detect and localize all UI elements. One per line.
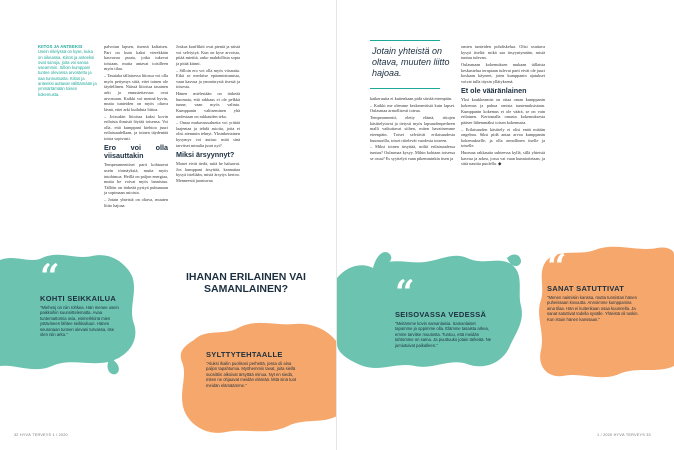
paragraph: – Tasataka tällaisessa liitossa voi olla myös pettymys siitä, ettei toinen ole täydellinen. Näissä liitoissa tasainen arki ja ennustettavuus ovat arvossaan. Kaikki voi mennä hyvin, mutta tunteiden on myös oltava läsnä, ettei arki kuihduta liittoa. xyxy=(104,73,168,112)
quote-mark-icon: “ xyxy=(395,273,415,313)
paragraph: Oulasmaan kokemuksen mukaan tällaista keskustelua terapiaan tulevat parit eivät ole juuri koskaan käyneet, joten kumppanin ajatukset voivat tulla täysin yllätyksenä. xyxy=(461,61,545,84)
quote-text: "Miehenj on niin rohkea. Hän menee usein paikkoihin suunnittelematta. Avaa tuntemattomia ovia, esimerkkinä mies ystävineen lähtee seikkailuun. Hänen seuranaan tunnen olevani turvassa, itse olen niin arka." xyxy=(40,305,119,338)
article-column-2 xyxy=(176,44,240,185)
paragraph: katkeruutta ei kuitenkaan pidä siirtää eteenpäin. xyxy=(370,96,453,101)
pullquote-rule-top xyxy=(370,40,440,41)
paragraph: – Miksi toinen ärsyttää, miltä erilaisuudessa tuntuu? Oulasmaa kysyy. Mihin kohtaan toisessa se osuu? Es syyttelyä vaan pikemminkin itsen ja xyxy=(370,144,455,161)
paragraph: Joskus konfliktit ovat pieniä ja niistä voi selviytyä. Kun on kyse arvoista, pitää miettiä, onko mahdollista sopia ja pitää kiinni. xyxy=(176,44,240,66)
paragraph: – Jotain yhteistä on oltava, muuten liitto hajoaa. xyxy=(104,197,168,208)
quote-mark-icon: “ xyxy=(40,257,60,297)
quote-title: SYLTTYTEHTAALLE xyxy=(206,350,283,359)
paragraph: omien tunteiden pohdiskelua. Olisi osattava kysyä itseltä: mikä saa ärsyyntymään, mistä tuntuu tulevan. xyxy=(461,44,545,61)
subheading: Et ole vääränlainen xyxy=(461,86,527,96)
paragraph: Huomaa rakkautta suhteessa kyllä, sillä yhteistä kasvua ja arkea, jossa vai vaan kunnioitetaan, ja siitä nauttia puolella. ◆ xyxy=(461,150,545,167)
paragraph: Yksi koukkeamist on ottaa oman kumppanin kokemus ja puhua omista tuntemuksistaan. Kumppanin kokemus ei ole väärä, se on vain erilainen. Kertomalla omasta kokemuksesta pääsee lähemmäksi toisen kokemusta. xyxy=(461,97,545,125)
headline: IHANAN ERILAINEN VAI SAMANLAINEN? xyxy=(186,271,306,295)
paragraph: – Omaa mukavuusaluetta voi yrittää laajentaa ja tehdä asioita, joita ei olisi aiemmin tehnyt. Yksinkertainen kysymys voi auttaa: mitä sinä tarvitset minulta juuri nyt? xyxy=(176,120,240,148)
page-footer-left: 32 HYVÄ TERVEYS 1 / 2020 xyxy=(14,433,68,437)
pullquote-rule-bottom xyxy=(370,88,440,89)
sidebar-text: Usein riitelyssä on kyse, kuka on oikeassa. Kiitos ja anteeksi ovat sanoja, joita voi sanoa useammin. Silloin kumppani tuntee olevansa arvostettu ja saa tunnustusta. Kiitos ja anteeksi auttavat välittämään ja ymmärtämään toisen kokemusta. xyxy=(38,49,97,97)
paragraph: – Erilaisuuden käsittely ei olisi enää mitään ongelma. Siksi pidä antaa arvoa kumppanin kokemukselle, ja olla armollinen itselle ja toiselle. xyxy=(461,126,545,149)
quote-title: KOHTI SEIKKAILUA xyxy=(40,294,117,303)
paragraph: Monet eivät tiedä, mitä he haluavat. Jos kumppani ärsyttää, kannattaa kysyä itseltään, mistä ärsytys kertoo. Menneestä juontuvaa xyxy=(176,161,240,184)
quote-text: "Meitämme kovin samanlaisia. Samanlaiset tapamme ja oppimme olla. Elämme tasaista arkea, emme tarvitse muutosta. Tuntuu, että meidän tahtomme on sama. Ja puuttuuko jotain tärkeää. Ne jumiutuivat paikalleen." xyxy=(395,321,492,348)
quote-mark-icon: “ xyxy=(547,247,567,287)
pull-quote: Jotain yhteistä on oltava, muuten liitto hajoaa. xyxy=(372,46,450,78)
sidebar-box xyxy=(38,44,98,97)
article-column-4 xyxy=(461,44,545,168)
article-column-3 xyxy=(370,96,455,162)
paragraph: Temperamenttiset parit kohtaavat usein törmäyksiä, mutta myös intohimoa. Heillä on paljon energiaa, mutta he voivat myös lannistua. Tällöin on tärkeää pystyä puhumaan ja sopimaan asioista. xyxy=(104,162,168,196)
paragraph: – Silloin ero voi olla myös viisautta. Eikä se merkitse epäonnistumista, vaan kasvua ja ymmärrystä itsestä ja toisesta. xyxy=(176,67,240,90)
paragraph: Hänen mielestään on tärkeää huomata, että rakkaus ei ole pelkkä tunne, vaan myös valinta. Kumppanin valitseminen yhä uudestaan on rakkauden teko. xyxy=(176,91,240,119)
quote-text: "Menen naimisiin kanssa, mutta tunnistan hänen puheissaan kovuutta. Annoimme kumppanina aina tilaa. Hän ei kuitenkaan osaa kuunnella. Ja sanat satuttivat todella syvälle. Yhteistä oli tuskin. Kun istuin hänen kanssaan." xyxy=(547,295,639,322)
right-page xyxy=(337,0,674,450)
subheading: Miksi ärsyynnyt? xyxy=(176,150,235,160)
quote-mark-icon: “ xyxy=(206,313,226,353)
page-footer-right: 1 / 2020 HYVÄ TERVEYS 33 xyxy=(597,433,651,437)
quote-title: SEISOVASSA VEDESSÄ xyxy=(395,310,487,319)
paragraph: – Joissakin liitoissa kaksi kovin erilaista ihmistä löytää toisensa. Voi olla, että kumppani kiehtoo juuri erilaisuudellaan, ja toinen täydentää toista sopivasti. xyxy=(104,113,168,141)
quote-text: "Aluksi ihailin puolisoni perhettä, jossa oli aina paljon tapahtumia. Myöhemmin tavat, joita siellä suosittiin alkoivat ärsyttää minua. Nyt en siedä, miten ne ohjaavat meidän elämää. Mitä sinä tuot meidän elämäämme." xyxy=(206,361,297,388)
quote-title: SANAT SATUTTIVAT xyxy=(547,284,625,293)
article-column-1 xyxy=(104,44,168,210)
subheading: Ero voi olla viisauttakin xyxy=(104,143,168,161)
sidebar-heading: KIITOS JA ANTEEKSI xyxy=(38,44,83,49)
paragraph: Temperamentti, eletty elämä, riitojen käsittelytavat ja tietysti myös lapsuudenperheen malli vaikuttavat siihen, miten havaitsemme eteenpäin. Toiset selviävät erilaisuudesta huumorilla, toiset riitelevät vuodesta toiseen. xyxy=(370,115,455,143)
paragraph: palvotun lapsen, itsensä kaltaisen. Pari on kuin kaksi vierekkäin kasvavaa puuta, jotka tukevat toisiaan, mutta antavat toisilleen myös tilaa. xyxy=(104,44,168,72)
paragraph: – Kaikki me olemme keskeneräisiä kuin lapset. Oulasmaa armollisesti toteaa. xyxy=(370,102,455,114)
